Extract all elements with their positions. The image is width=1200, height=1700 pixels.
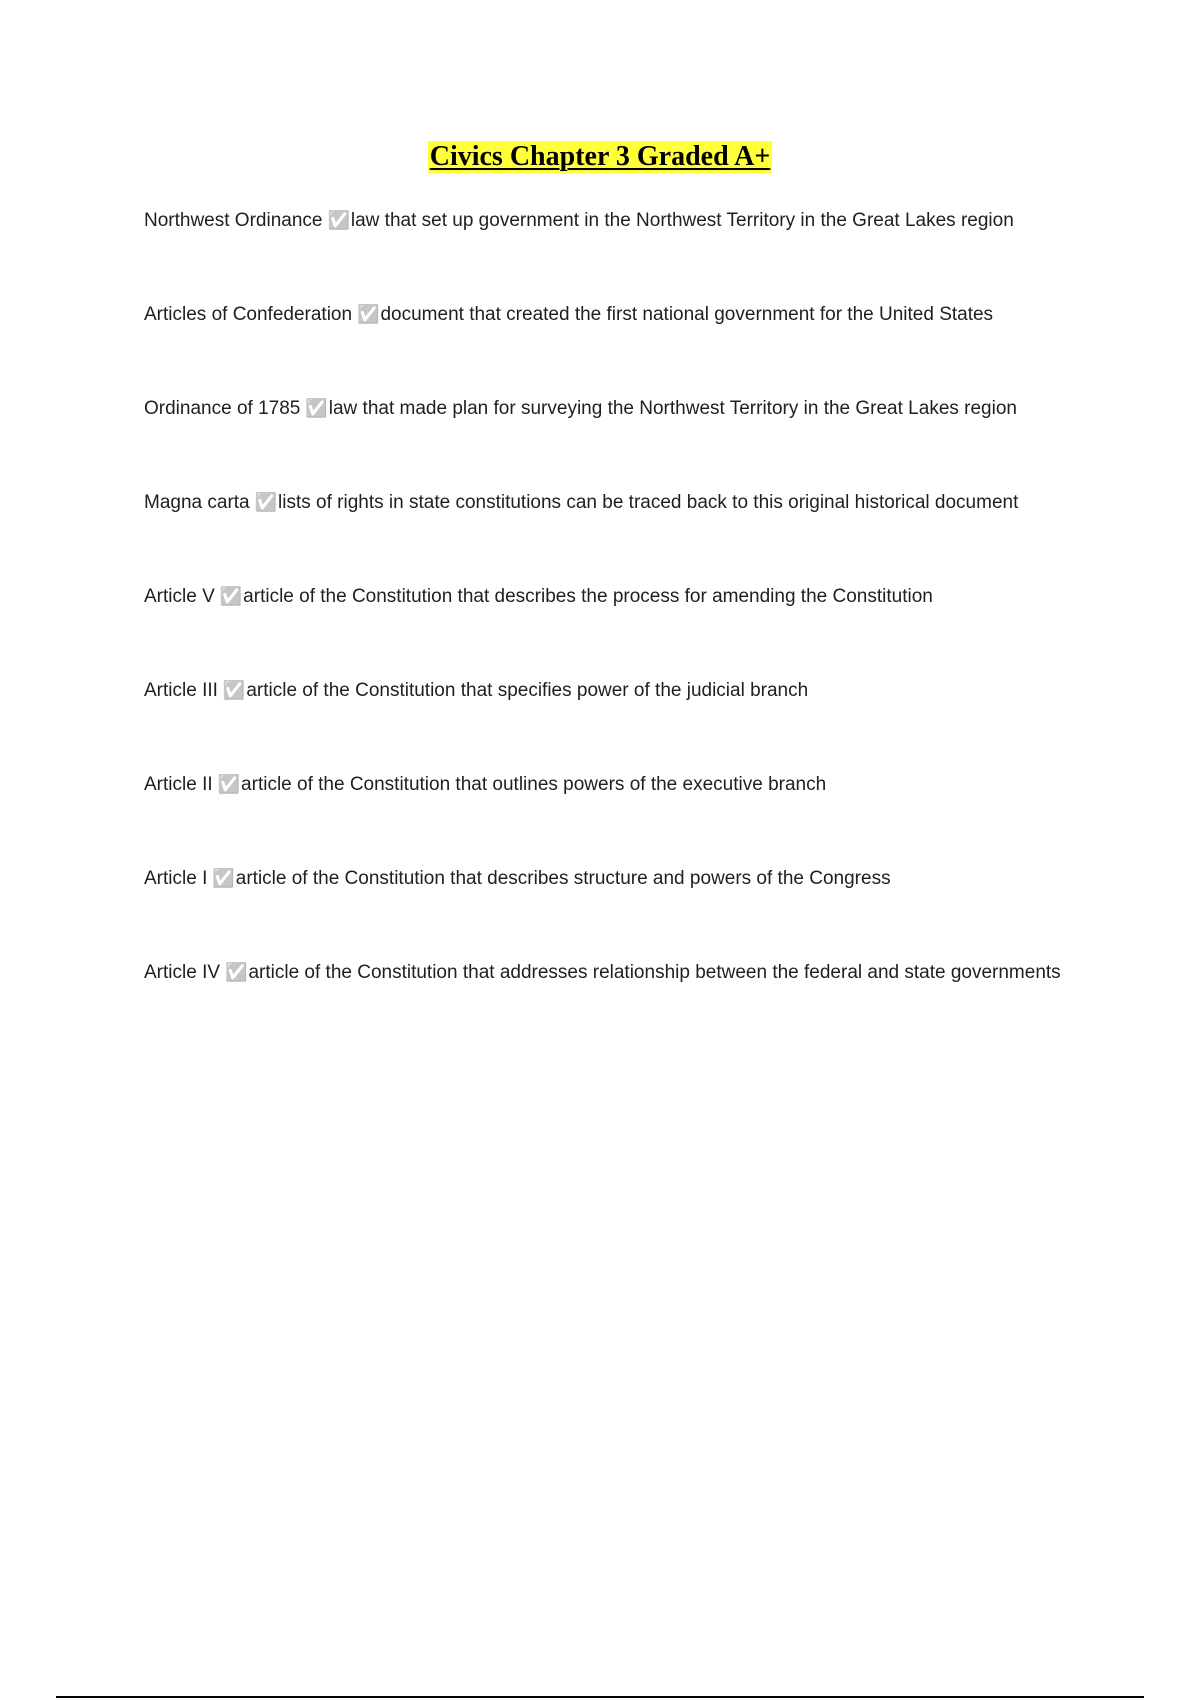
list-item <box>144 488 1084 518</box>
check-mark-icon: ✅ <box>305 398 328 419</box>
check-mark-icon: ✅ <box>219 586 243 607</box>
check-mark-icon: ✅ <box>217 774 241 795</box>
check-mark-icon: ✅ <box>225 962 248 983</box>
entry-definition: article of the Constitution that describes structure and powers of the Congress <box>235 868 891 889</box>
check-mark-icon: ✅ <box>327 210 350 231</box>
list-item <box>144 206 1084 236</box>
entry-term: Article III <box>144 680 218 701</box>
list-item <box>144 300 1084 330</box>
entry-definition: article of the Constitution that specifies power of the judicial branch <box>246 680 809 701</box>
list-item <box>144 958 1084 988</box>
entry-term: Northwest Ordinance <box>144 210 323 231</box>
entry-term: Article V <box>144 586 215 607</box>
entry-term: Magna carta <box>144 492 250 513</box>
list-item <box>144 582 1084 612</box>
entry-term: Article I <box>144 868 208 889</box>
title-container <box>0 141 1200 173</box>
entry-term: Article II <box>144 774 213 795</box>
entry-term: Ordinance of 1785 <box>144 398 301 419</box>
list-item <box>144 676 1084 706</box>
document-title: Civics Chapter 3 Graded A+ <box>429 141 771 172</box>
list-item <box>144 394 1084 424</box>
entry-definition: law that set up government in the Northwest Territory in the Great Lakes region <box>350 210 1014 231</box>
entry-definition: document that created the first national government for the United States <box>380 304 994 325</box>
check-mark-icon: ✅ <box>254 492 278 513</box>
entry-definition: article of the Constitution that outlines powers of the executive branch <box>241 774 827 795</box>
check-mark-icon: ✅ <box>222 680 246 701</box>
footer-divider <box>56 1696 1144 1698</box>
entry-definition: article of the Constitution that addresses relationship between the federal and state governments <box>248 962 1061 983</box>
entry-definition: lists of rights in state constitutions can be traced back to this original historical document <box>278 492 1019 513</box>
entry-term: Article IV <box>144 962 221 983</box>
check-mark-icon: ✅ <box>212 868 235 889</box>
check-mark-icon: ✅ <box>357 304 380 325</box>
entry-definition: article of the Constitution that describes the process for amending the Constitution <box>243 586 933 607</box>
flashcard-list <box>144 206 1084 1052</box>
entry-term: Articles of Confederation <box>144 304 353 325</box>
list-item <box>144 770 1084 800</box>
list-item <box>144 864 1084 894</box>
entry-definition: law that made plan for surveying the Northwest Territory in the Great Lakes region <box>328 398 1017 419</box>
